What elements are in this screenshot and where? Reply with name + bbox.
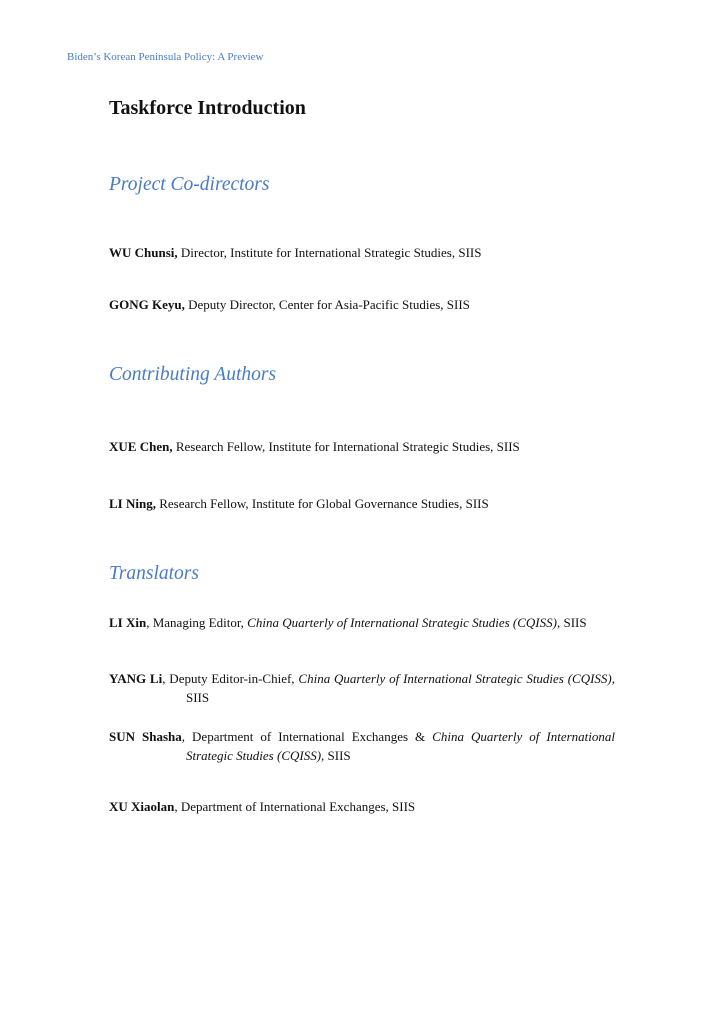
- person-name: YANG Li: [109, 671, 163, 686]
- list-item: [109, 613, 615, 632]
- publication-title: China Quarterly of International Strategic Studies (CQISS): [186, 729, 615, 763]
- list-item: [109, 295, 615, 314]
- page-title: Taskforce Introduction: [109, 97, 306, 119]
- section-heading-translators: Translators: [109, 563, 199, 584]
- affiliation: , SIIS: [556, 615, 587, 630]
- person-name: GONG Keyu,: [109, 297, 185, 312]
- person-role: Director, Institute for International Strategic Studies, SIIS: [177, 245, 482, 260]
- list-item: [109, 797, 615, 816]
- person-name: WU Chunsi,: [109, 245, 178, 260]
- affiliation: , SIIS: [321, 748, 351, 763]
- list-item: [109, 669, 615, 707]
- publication-title: China Quarterly of International Strategic Studies (CQISS): [298, 671, 612, 686]
- person-name: LI Xin: [109, 615, 147, 630]
- person-name: XUE Chen,: [109, 439, 173, 454]
- running-header: Biden’s Korean Peninsula Policy: A Preview: [67, 51, 264, 63]
- person-role: , Department of International Exchanges, SIIS: [174, 799, 416, 814]
- publication-title: China Quarterly of International Strategic Studies (CQISS): [247, 615, 557, 630]
- person-name: XU Xiaolan: [109, 799, 175, 814]
- section-heading-codirectors: Project Co-directors: [109, 174, 270, 195]
- person-name: LI Ning,: [109, 496, 156, 511]
- person-role: , Department of International Exchanges &: [181, 729, 433, 744]
- person-role: , Managing Editor,: [146, 615, 248, 630]
- person-name: SUN Shasha: [109, 729, 182, 744]
- person-role: Deputy Director, Center for Asia-Pacific Studies, SIIS: [184, 297, 470, 312]
- list-item: [109, 494, 615, 513]
- list-item: [109, 243, 615, 262]
- list-item: [109, 437, 615, 456]
- person-role: Research Fellow, Institute for Global Governance Studies, SIIS: [155, 496, 489, 511]
- affiliation: , SIIS: [186, 671, 616, 705]
- list-item: [109, 727, 615, 765]
- section-heading-authors: Contributing Authors: [109, 364, 277, 385]
- person-role: Research Fellow, Institute for International Strategic Studies, SIIS: [172, 439, 520, 454]
- person-role: , Deputy Editor-in-Chief,: [162, 671, 299, 686]
